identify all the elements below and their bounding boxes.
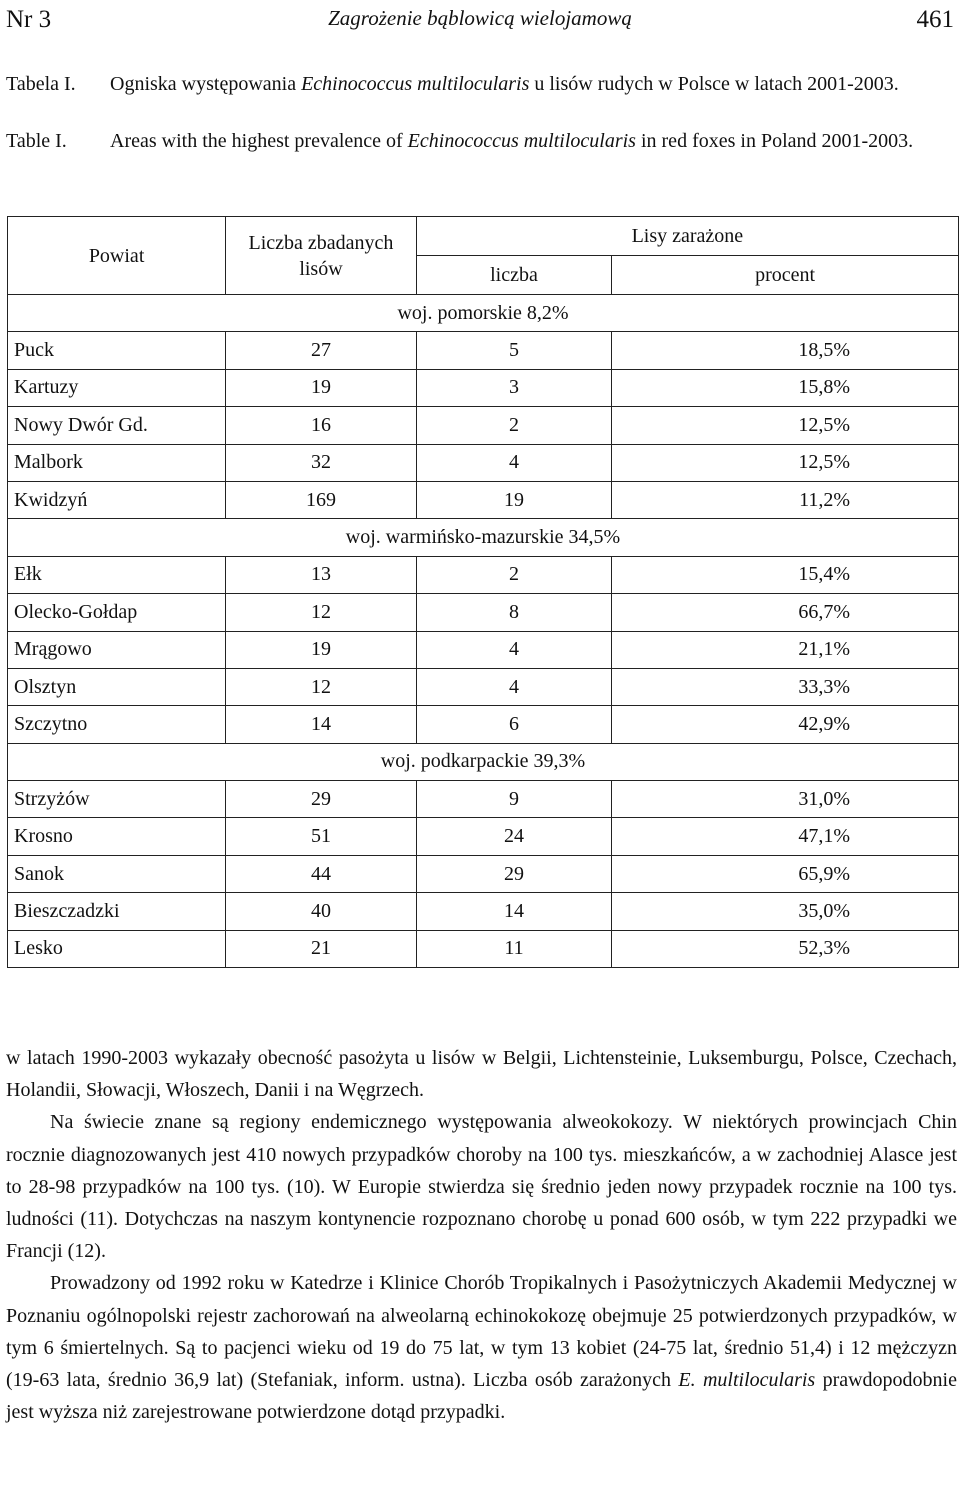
infected-percent: 18,5% [612,332,959,369]
table-row [8,668,959,705]
voivodeship-title: woj. podkarpackie 39,3% [8,743,959,780]
table-row [8,706,959,743]
district-name: Olecko-Gołdap [8,594,226,631]
infected-count: 29 [416,855,611,892]
district-name: Kwidzyń [8,481,226,518]
species-name: Echinococcus multilocularis [407,130,636,152]
infected-count: 19 [416,481,611,518]
infected-count: 4 [416,631,611,668]
caption-text [110,70,956,98]
table-body [8,295,959,968]
examined-count: 169 [226,481,417,518]
district-name: Mrągowo [8,631,226,668]
table-row [8,594,959,631]
infected-percent: 52,3% [612,930,959,967]
district-name: Malbork [8,444,226,481]
infected-count: 24 [416,818,611,855]
infected-percent: 31,0% [612,781,959,818]
infected-percent: 11,2% [612,481,959,518]
infected-count: 9 [416,781,611,818]
examined-count: 40 [226,893,417,930]
examined-count: 12 [226,594,417,631]
infected-count: 5 [416,332,611,369]
examined-count: 21 [226,930,417,967]
caption-text-before: Ogniska występowania [110,73,302,95]
header-infected: Lisy zarażone [416,217,958,256]
infected-percent: 15,8% [612,369,959,406]
caption-text [110,127,956,155]
caption-text-after: in red foxes in Poland 2001-2003. [635,130,914,152]
district-name: Szczytno [8,706,226,743]
voivodeship-title: woj. warmińsko-mazurskie 34,5% [8,519,959,556]
infected-percent: 42,9% [612,706,959,743]
examined-count: 51 [226,818,417,855]
district-name: Sanok [8,855,226,892]
district-name: Ełk [8,556,226,593]
examined-count: 32 [226,444,417,481]
examined-count: 19 [226,369,417,406]
district-name: Olsztyn [8,668,226,705]
district-name: Kartuzy [8,369,226,406]
infected-count: 8 [416,594,611,631]
table-row [8,930,959,967]
voivodeship-title: woj. pomorskie 8,2% [8,295,959,332]
infected-percent: 15,4% [612,556,959,593]
infected-count: 2 [416,407,611,444]
table-row [8,781,959,818]
examined-count: 12 [226,668,417,705]
paragraph: w latach 1990-2003 wykazały obecność pasożyta u lisów w Belgii, Lichtensteinie, Luksemburgu, Polsce, Czechach, Holandii, Słowacji, Włoszech, Danii i na Węgrzech. [6,1047,957,1102]
infected-percent: 65,9% [612,855,959,892]
examined-count: 13 [226,556,417,593]
infected-count: 11 [416,930,611,967]
paragraph-text: prawdopodobnie jest wyższa niż zarejestrowane potwierdzone dotąd przypadki. [6,1369,957,1424]
table-row [8,369,959,406]
running-title: Zagrożenie bąblowicą wielojamową [328,6,632,30]
examined-count: 19 [226,631,417,668]
table-caption-english [6,127,956,155]
page-header [0,0,960,50]
table-caption-polish [6,70,956,98]
district-name: Bieszczadzki [8,893,226,930]
infected-percent: 47,1% [612,818,959,855]
table-row [8,893,959,930]
infected-percent: 12,5% [612,407,959,444]
examined-count: 16 [226,407,417,444]
table-row [8,556,959,593]
section-row [8,295,959,332]
examined-count: 14 [226,706,417,743]
table-row [8,855,959,892]
district-name: Nowy Dwór Gd. [8,407,226,444]
infected-percent: 66,7% [612,594,959,631]
paragraph: Na świecie znane są regiony endemicznego występowania alweokokozy. W niektórych prowincjach Chin rocznie diagnozowanych jest 410 nowych przypadków choroby na 100 tys. mieszkańców, a w zachodniej Alasce jest to 28-98 przypadków na 100 tys. (10). W Europie stwierdza się średnio jeden nowy przypadek rocznie na 100 tys. ludności (11). Dotychczas na naszym kontynencie rozpoznano chorobę u ponad 600 osób, w tym 222 przypadki we Francji (12). [6,1111,957,1263]
paragraph [6,1267,957,1428]
infected-count: 6 [416,706,611,743]
infected-percent: 21,1% [612,631,959,668]
infected-count: 2 [416,556,611,593]
species-name: E. multilocularis [678,1369,816,1392]
district-name: Strzyżów [8,781,226,818]
table-row [8,444,959,481]
body-text [6,1042,957,1428]
paragraph-text: Prowadzony od 1992 roku w Katedrze i Klinice Chorób Tropikalnych i Pasożytniczych Akademii Medycznej w Poznaniu ogólnopolski rejestr zachorowań na alweolarną echinokokozę obejmuje 25 potwierdzonych przypadków, w tym 6 śmiertelnych. Są to pacjenci wieku od 19 do 75 lat, w tym 13 kobiet (24-75 lat, średnio 51,4) i 12 mężczyzn (19-63 lata, średnio 36,9 lat) (Stefaniak, inform. ustna). Liczba osób zarażonych [6,1272,957,1392]
table-row [8,631,959,668]
district-name: Lesko [8,930,226,967]
journal-issue-number: Nr 3 [6,6,52,33]
table-row [8,818,959,855]
infected-percent: 33,3% [612,668,959,705]
infected-percent: 35,0% [612,893,959,930]
examined-count: 29 [226,781,417,818]
district-name: Krosno [8,818,226,855]
examined-count: 44 [226,855,417,892]
section-row [8,519,959,556]
header-percent: procent [612,256,959,295]
caption-label: Tabela I. [6,73,76,95]
page-number: 461 [916,6,954,33]
species-name: Echinococcus multilocularis [301,73,530,95]
table-row [8,407,959,444]
section-row [8,743,959,780]
infected-percent: 12,5% [612,444,959,481]
table-row [8,481,959,518]
infected-count: 3 [416,369,611,406]
district-name: Puck [8,332,226,369]
header-powiat: Powiat [8,217,226,295]
infected-count: 4 [416,444,611,481]
infected-count: 4 [416,668,611,705]
header-examined: Liczba zbadanych lisów [226,217,417,295]
caption-text-after: u lisów rudych w Polsce w latach 2001-2003. [529,73,899,95]
prevalence-table [7,216,959,968]
examined-count: 27 [226,332,417,369]
caption-label: Table I. [6,130,67,152]
infected-count: 14 [416,893,611,930]
table-row [8,332,959,369]
header-count: liczba [416,256,611,295]
caption-text-before: Areas with the highest prevalence of [110,130,408,152]
